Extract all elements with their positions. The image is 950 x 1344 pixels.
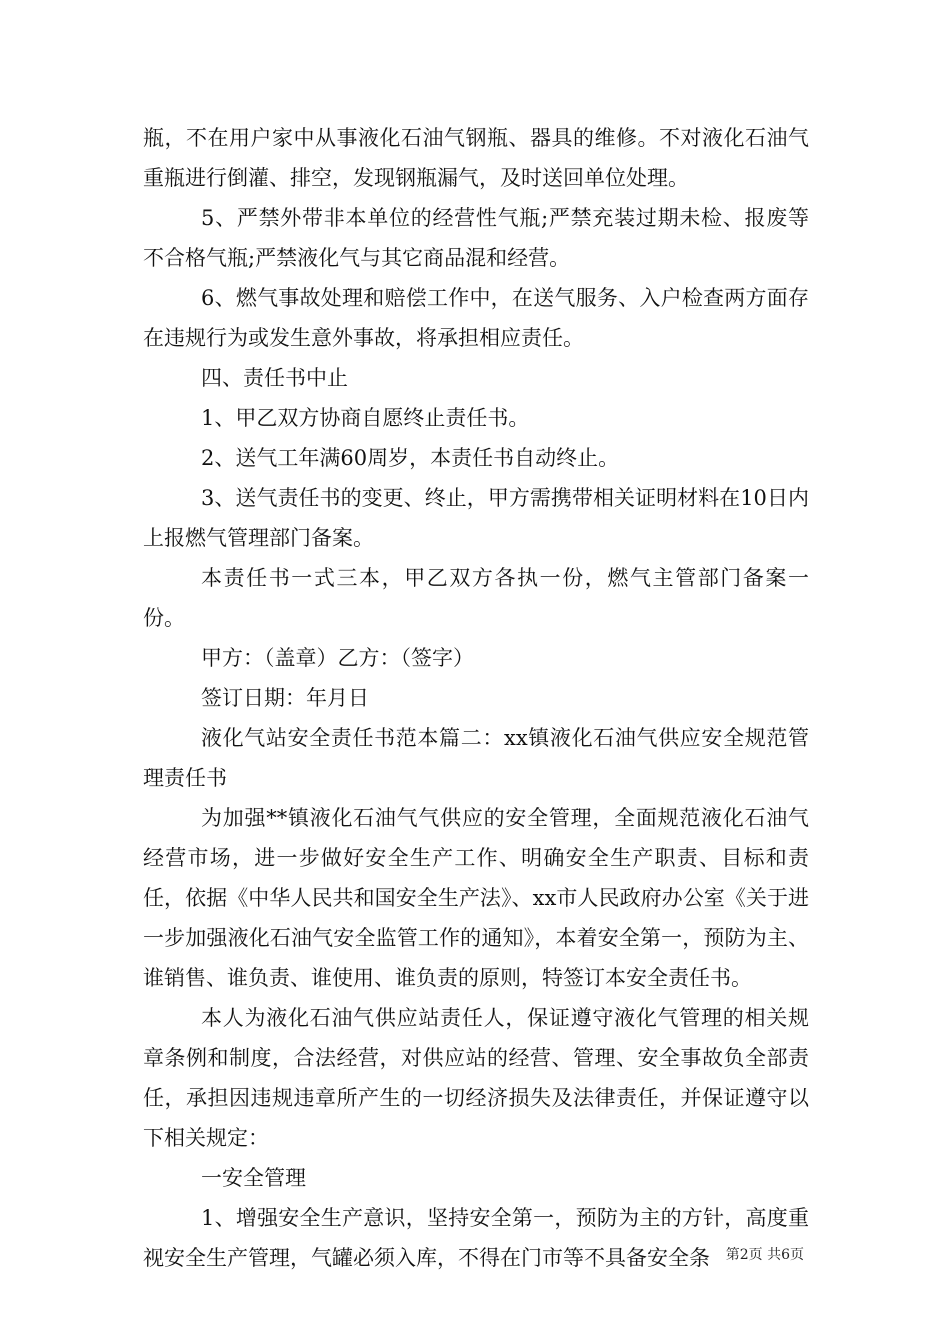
paragraph-item-6: 6、燃气事故处理和赔偿工作中，在送气服务、入户检查两方面存在违规行为或发生意外事故，将承担相应责任。 — [143, 286, 809, 350]
paragraph-purpose: 为加强**镇液化石油气气供应的安全管理，全面规范液化石油气经营市场，进一步做好安全生产工作、明确安全生产职责、目标和责任，依据《中华人民共和国安全生产法》、xx市人民政府办公室《关于进一步加强液化石油气安全监管工作的通知》，本着安全第一，预防为主、谁销售、谁负责、谁使用、谁负责的原则，特签订本安全责任书。 — [143, 806, 809, 990]
page-number: 第2页 共6页 — [725, 1247, 804, 1263]
paragraph-safety-1: 1、增强安全生产意识，坚持安全第一，预防为主的方针，高度重视安全生产管理，气罐必须入库，不得在门市等不具备安全条 — [143, 1206, 809, 1270]
paragraph-termination-3: 3、送气责任书的变更、终止，甲方需携带相关证明材料在10日内上报燃气管理部门备案。 — [143, 486, 809, 550]
paragraph-termination-2: 2、送气工年满60周岁，本责任书自动终止。 — [201, 446, 620, 470]
paragraph-responsibility: 本人为液化石油气供应站责任人，保证遵守液化气管理的相关规章条例和制度，合法经营，对供应站的经营、管理、安全事故负全部责任，承担因违规违章所产生的一切经济损失及法律责任，并保证遵守以下相关规定： — [143, 1006, 809, 1150]
section-heading-safety: 一安全管理 — [201, 1166, 306, 1190]
document-body — [143, 118, 809, 1278]
article-title-part-two: 液化气站安全责任书范本篇二：xx镇液化石油气供应安全规范管理责任书 — [143, 726, 809, 790]
section-heading-termination: 四、责任书中止 — [201, 366, 348, 390]
signing-date-line: 签订日期：年月日 — [201, 686, 369, 710]
paragraph-item-5: 5、严禁外带非本单位的经营性气瓶;严禁充装过期未检、报废等不合格气瓶;严禁液化气与其它商品混和经营。 — [143, 206, 809, 270]
signature-line: 甲方：（盖章）乙方：（签字） — [201, 646, 474, 670]
paragraph-continuation: 瓶，不在用户家中从事液化石油气钢瓶、器具的维修。不对液化石油气重瓶进行倒灌、排空，发现钢瓶漏气，及时送回单位处理。 — [143, 126, 809, 190]
paragraph-copies: 本责任书一式三本，甲乙双方各执一份，燃气主管部门备案一份。 — [143, 566, 809, 630]
paragraph-termination-1: 1、甲乙双方协商自愿终止责任书。 — [201, 406, 530, 430]
